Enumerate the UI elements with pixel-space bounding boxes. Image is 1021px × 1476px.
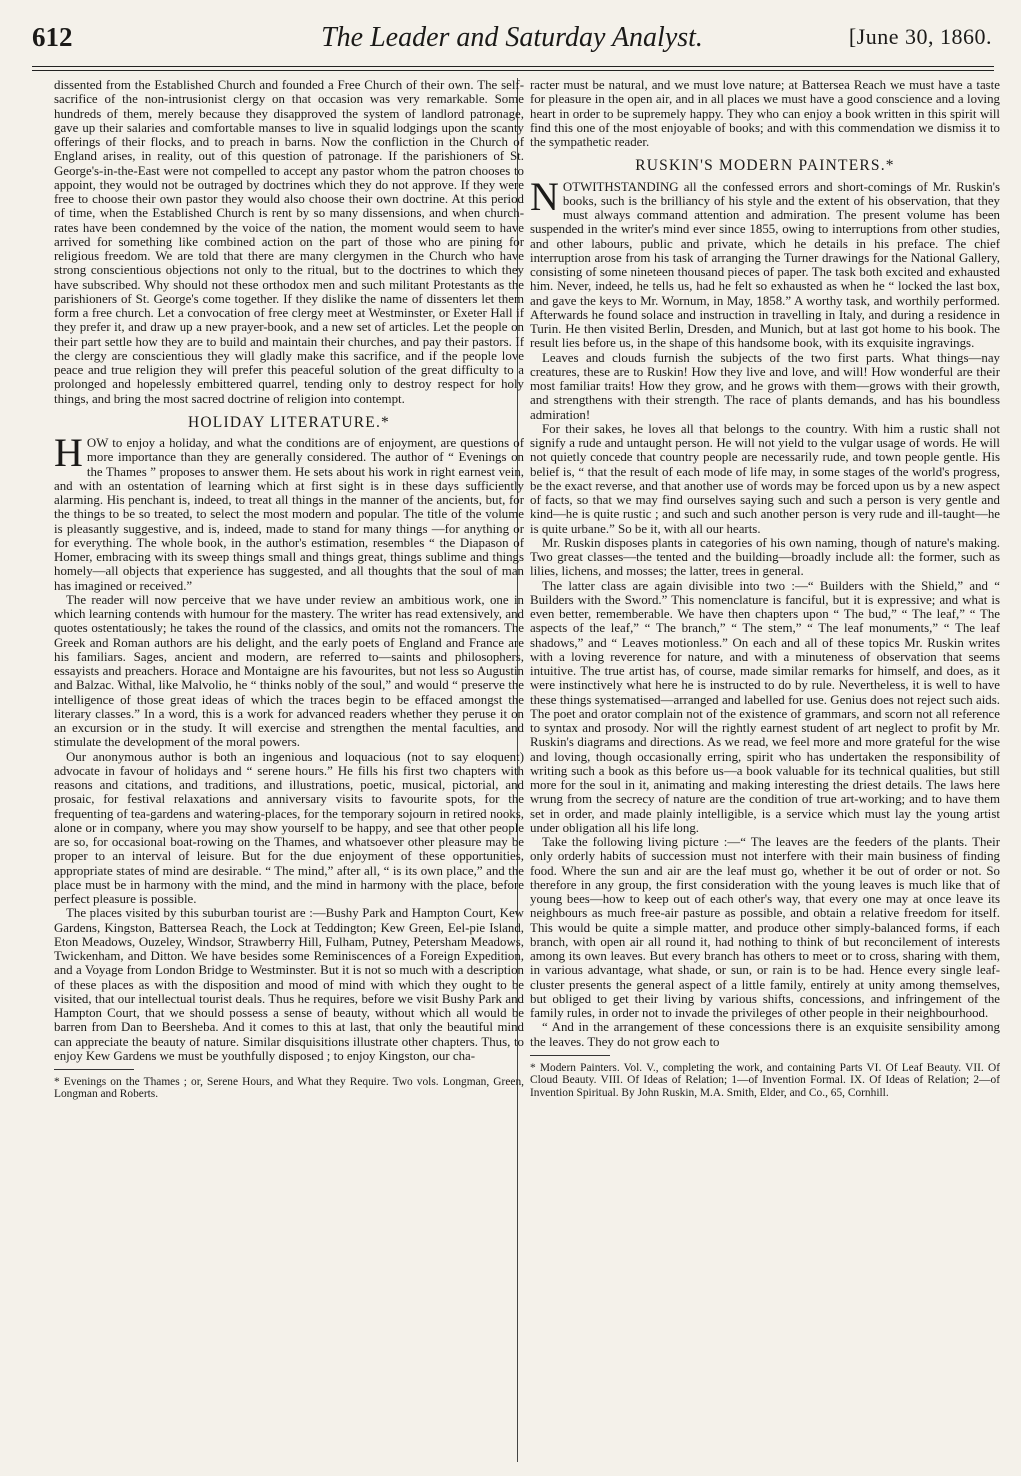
page-header	[32, 12, 992, 72]
ruskin-paragraph-3: For their sakes, he loves all that belongs to the country. With him a rustic shall not signify a rude and untaught person. He will not yield to the vulgar usage of words. He will not quietly concede that country people are necessarily rude, and town people gentle. His belief is, “ that the result of each mode of life may, in some stages of the world's progress, be the exact reverse, and that another use of words may be forced upon us by a new aspect of facts, so that we may find ourselves saying such and such a person is very gentle and kind—he is quite rustic ; and such and such another person is very rude and ill-taught—he is quite urbane.” So be it, with all our hearts.	[530, 421, 1000, 536]
holiday-paragraph-2: The reader will now perceive that we have under review an ambitious work, one in which learning contends with humour for the mastery. The writer has read extensively, and quotes ostentatiously; he takes the round of the classics, and omits not the romancers. The Greek and Roman authors are his delight, and the early poets of England and France are his familiars. Sages, ancient and modern, are referred to—saints and philosophers, essayists and preachers. Horace and Montaigne are his favourites, but not less so Augustin and Balzac. Withal, like Malvolio, he “ thinks nobly of the soul,” and would “ preserve the intelligence of those great ideas of which the traces begin to be effaced amongst the literary classes.” In a word, this is a work for advanced readers whether they peruse it on an excursion or in the study. It will exercise and strengthen the mental faculties, and stimulate the development of the moral powers.	[54, 592, 524, 750]
ruskin-paragraph-7: “ And in the arrangement of these concessions there is an exquisite sensibility among the leaves. They do not grow each to	[530, 1020, 1000, 1049]
holiday-dropcap: H	[54, 430, 83, 475]
ruskin-paragraph-2: Leaves and clouds furnish the subjects of the two first parts. What things—nay creatures, these are to Ruskin! How they live and love, and will! How wonderful are their most familiar traits! How they grow, and he grows with them—grows with their growth, and strengthens with their strength. The race of plants demands, and has his boundless admiration!	[530, 350, 1000, 422]
footnote-rule	[54, 1069, 134, 1070]
ruskin-paragraph-1	[530, 173, 1000, 351]
ruskin-paragraph-1-text: OTWITHSTANDING all the confessed errors and short-comings of Mr. Ruskin's books, such is the brilliancy of his style and the extent of his observation, that they must always command attention and admiration. The present volume has been suspended in the writer's mind ever since 1855, owing to interruptions from other studies, and other labours, public and private, which he details in his preface. The chief interruption arose from his task of arranging the Turner drawings for the National Gallery, consisting of some nineteen thousand pieces of paper. The task both excited and exhausted him. Never, indeed, he tells us, had he felt so exhausted as when he “ locked the last box, and gave the keys to Mr. Wornum, in May, 1858.” A worthy task, and worthily performed. Afterwards he found solace and instruction in travelling in Italy, and during a residence in Turin. He then visited Berlin, Dresden, and Munich, but at last got home to his book. The result lies before us, in the shape of this handsome book, with its exquisite ingravings.	[530, 179, 1000, 351]
page-number: 612	[32, 22, 73, 52]
right-column	[530, 78, 1000, 1462]
holiday-paragraph-4: The places visited by this suburban tourist are :—Bushy Park and Hampton Court, Kew Gardens, Kingston, Battersea Reach, the Lock at Teddington; Kew Green, Eel-pie Island, Eton Meadows, Ouzeley, Windsor, Strawberry Hill, Fulham, Putney, Petersham Meadows, Twickenham, and Ditton. We have besides some Reminiscences of a Foreign Expedition, and a Voyage from London Bridge to Westminster. But it is not so much with a description of these places as with the disposition and mood of mind with which they ought to be visited, that our intellectual tourist deals. Thus he requires, before we visit Bushy Park and Hampton Court, that we should possess a sense of beauty, without which all would be barren from Dan to Beersheba. And it comes to this at last, that only the beautiful mind can appreciate the beauty of nature. Similar disquisitions illustrate other chapters. Thus, to enjoy Kew Gardens we must be youthfully disposed ; to enjoy Kingston, our cha-	[54, 906, 524, 1063]
holiday-paragraph-1-text: OW to enjoy a holiday, and what the conditions are of enjoyment, are questions of more importance than they are generally considered. The author of “ Evenings on the Thames ” proposes to answer them. He sets about his work in right earnest vein, and with an ostentation of learning which at first sight is in these days sufficiently alarming. His penchant is, indeed, to treat all things in the manner of the ancients, but, for the things to be so treated, to select the most modern and popular. The title of the volume is pleasantly suggestive, and is, indeed, made to stand for many things —for anything or for everything. The whole book, in the author's estimation, resembles “ the Diapason of Homer, embracing with its sweep things small and things great, things sublime and things homely—all objects that experience has suggested, and all thoughts that the soul of man has imagined or received.”	[54, 436, 524, 593]
issue-date: [June 30, 1860.	[848, 24, 992, 49]
header-rule-bottom	[32, 70, 994, 71]
masthead-title: The Leader and Saturday Analyst.	[321, 22, 703, 53]
ruskin-footnote-rule	[530, 1055, 610, 1056]
left-column	[54, 78, 524, 1462]
holiday-footnote: * Evenings on the Thames ; or, Serene Hours, and What they Require. Two vols. Longman, Green, Longman and Roberts.	[54, 1076, 524, 1101]
ruskin-paragraph-6: Take the following living picture :—“ The leaves are the feeders of the plants. Their only orderly habits of succession must not interfere with their main business of finding food. Where the sun and air are the leaf must go, whether it be out of order or not. So therefore in any group, the first consideration with the young leaves is much like that of young bees—how to keep out of each other's way, that every one may at once leave its neighbours as much free-air pasture as possible, and obtain a relative freedom for itself. This would be quite a simple matter, and produce other simply-balanced forms, if each branch, with open air all round it, had nothing to think of but reconcilement of interests among its own leaves. But every branch has others to meet or to cross, sharing with them, in various advantage, what shade, or sun, or rain is to be had. Hence every single leaf-cluster presents the general aspect of a little family, entirely at unity among themselves, but obliged to get their living by various shifts, concessions, and infringement of the family rules, in order not to invade the privileges of other people in their neighbourhood.	[530, 835, 1000, 1020]
holiday-paragraph-1	[54, 430, 524, 593]
holiday-literature-heading: HOLIDAY LITERATURE.*	[188, 413, 390, 431]
ruskin-paragraph-4: Mr. Ruskin disposes plants in categories of his own naming, though of nature's making. Two great classes—the tented and the building—broadly include all: the former, such as lilies, lichens, and mosses; the latter, trees in general.	[530, 535, 1000, 579]
church-article-continuation: dissented from the Established Church and founded a Free Church of their own. The self-sacrifice of the non-intrusionist clergy on that occasion was very remarkable. Some hundreds of them, merely because they disapproved the system of landlord patronage, gave up their salaries and comfortable manses to live in squalid lodgings upon the scanty offerings of their flocks, and to preach in barns. Now the confliction in the Church of England arises, in reality, out of this question of patronage. If the parishioners of St. George's-in-the-East were not compelled to accept any pastor whom the patron chooses to appoint, they would not be outraged by doctrines which they do not approve. If they were free to choose their own pastor they would also choose their own doctrine. At this period of time, when the Established Church is rent by so many dissensions, and when church-rates have been condemned by the voice of the nation, the moment would seem to have arrived for something like combined action on the part of those who are pining for religious freedom. We are told that there are many clergymen in the Church who have strong conscientious objections not only to the ritual, but to the doctrines to which they have subscribed. Why should not these orthodox men and such militant Protestants as the parishioners of St. George's come together. If they dislike the name of dissenters let them form a free church. Let a convocation of free clergy meet at Westminster, or Exeter Hall if they prefer it, and draw up a new prayer-book, and a new set of articles. Let the people on their part settle how they are to build and maintain their churches, and pay their pastors. If the clergy are conscientious they will gladly make this sacrifice, and if the people love peace and true religion they will prefer this peaceful solution of the great difficulty to a prolonged and hopelessly embittered quarrel, tending only to destroy respect for holy things, and bring the most sacred doctrine of religion into contempt.	[54, 78, 524, 406]
ruskin-heading: RUSKIN'S MODERN PAINTERS.*	[635, 157, 895, 175]
ruskin-dropcap: N	[530, 173, 559, 219]
ruskin-footnote: * Modern Painters. Vol. V., completing the work, and containing Parts VI. Of Leaf Beauty. VII. Of Cloud Beauty. VIII. Of Ideas of Relation; 1—of Invention Formal. IX. Of Ideas of Relation; 2—of Invention Spiritual. By John Ruskin, M.A. Smith, Elder, and Co., 65, Cornhill.	[530, 1061, 1000, 1099]
header-rule-top	[32, 66, 994, 67]
holiday-paragraph-3: Our anonymous author is both an ingenious and loquacious (not to say eloquent) advocate in favour of holidays and “ serene hours.” He fills his first two chapters with reasons and citations, and traditions, and illustrations, poetic, musical, pictorial, and prosaic, for festival relaxations and anniversary visits to favourite spots, for the frequenting of tea-gardens and watering-places, for the temporary sojourn in retired nooks, alone or in company, where you may show yourself to be happy, and see that other people are so, for occasional boat-rowing on the Thames, and whatsoever other pleasure may be proper to an interval of leisure. But for the due enjoyment of these opportunities, appropriate states of mind are desirable. “ The mind,” after all, “ is its own place,” and the place must be in harmony with the mind, and the mind in harmony with the place, before perfect pleasure is possible.	[54, 749, 524, 906]
holiday-review-conclusion: racter must be natural, and we must love nature; at Battersea Reach we must have a taste for pleasure in the open air, and in all places we must have a good conscience and a loving heart in order to be supremely happy. They who can enjoy a book written in this spirit will find this one of the most enjoyable of books; and with this commendation we dismiss it to the sympathetic reader.	[530, 78, 1000, 149]
ruskin-paragraph-5: The latter class are again divisible into two :—“ Builders with the Shield,” and “ Builders with the Sword.” This nomenclature is fanciful, but it is expressive; and what is even better, rememberable. We have then chapters upon “ The bud,” “ The leaf,” “ The aspects of the leaf,” “ The branch,” “ The stem,” “ The leaf monuments,” “ The leaf shadows,” and “ Leaves motionless.” On each and all of these topics Mr. Ruskin writes with a loving reverence for nature, and with a minuteness of observation that seems intuitive. The true artist has, of course, made similar remarks for himself, and does, as it were instinctively what here he is instructed to do by rule. Nevertheless, it is well to have these things systematised—arranged and labelled for use. Genius does not reject such aids. The poet and orator complain not of the existence of grammars, and scorn not all reference to syntax and prosody. Nor will the rightly earnest student of art neglect to profit by Mr. Ruskin's diagrams and directions. As we read, we feel more and more grateful for the wise and loving, though occasionally erring, spirit who has undertaken the responsibility of writing such a book as this before us—a book valuable for its technical qualities, but still more for the soul in it, animating and making interesting the driest details. The laws here wrung from the secrecy of nature are the condition of true art-working; and to have them set in order, and made plainly intelligible, is a service which must lay the young artist under obligation all his life long.	[530, 578, 1000, 835]
